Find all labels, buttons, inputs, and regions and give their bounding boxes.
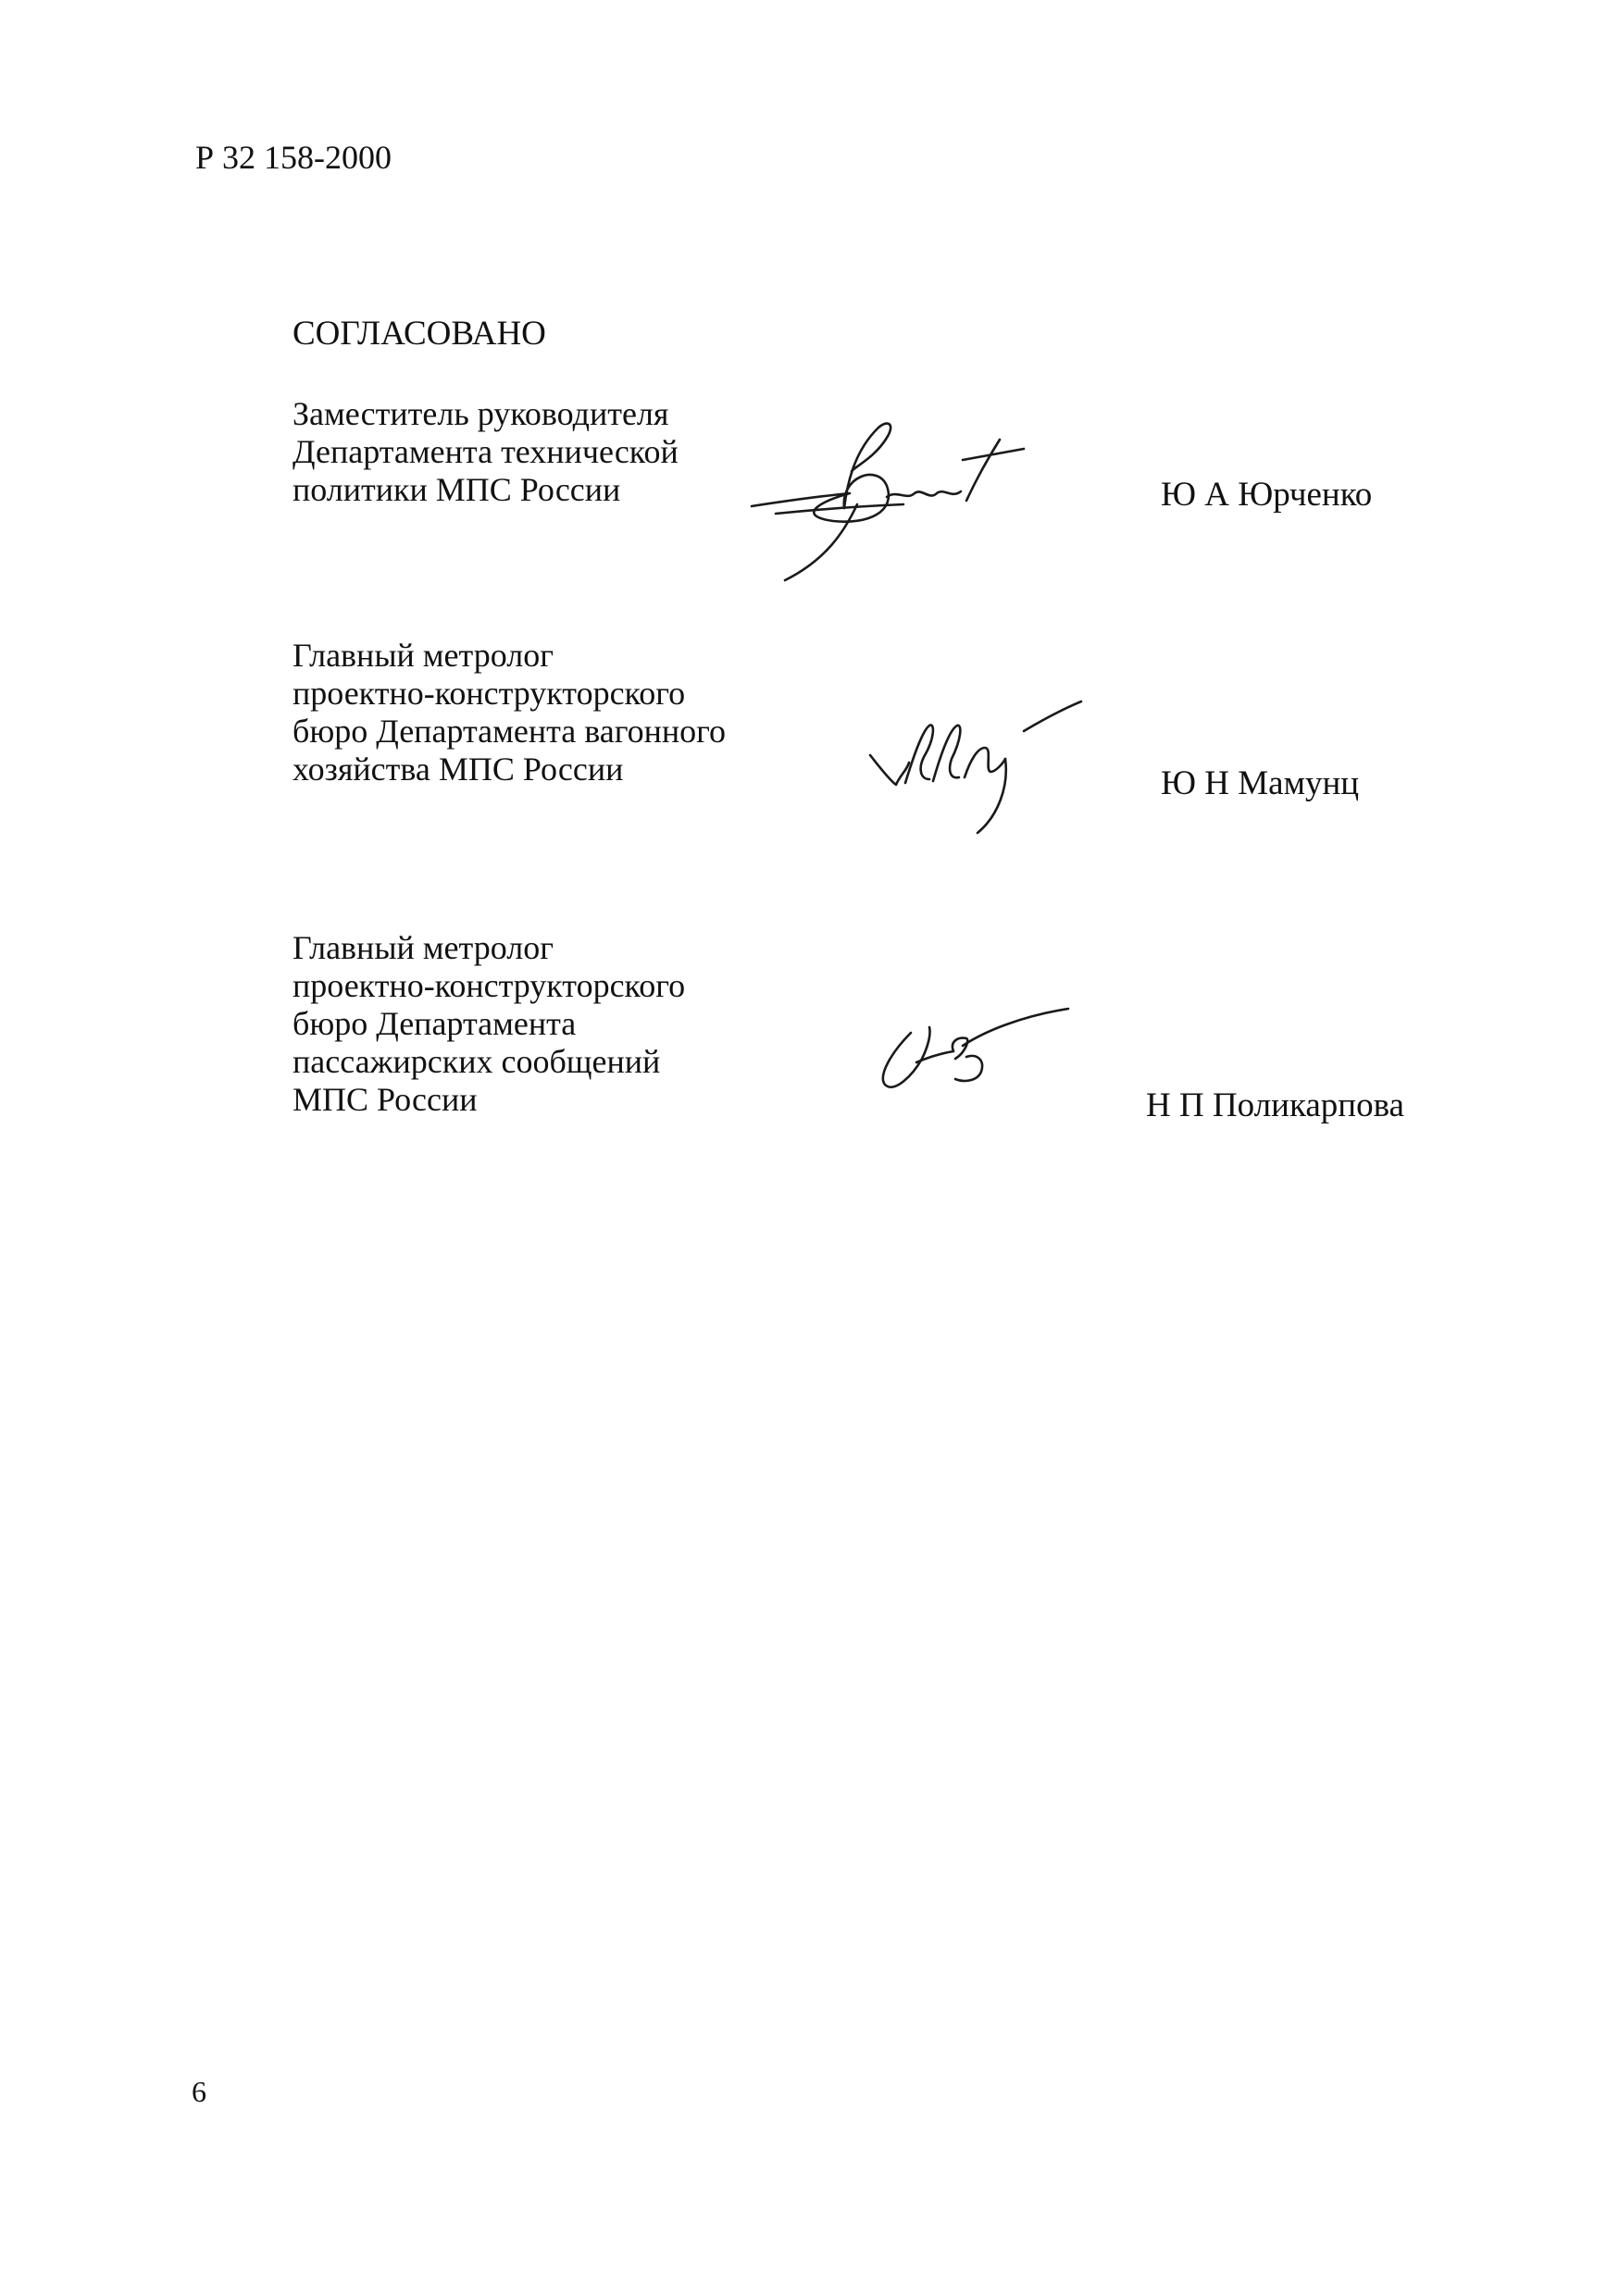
role-line: Заместитель руководителя xyxy=(293,395,669,432)
page-number: 6 xyxy=(192,2075,206,2108)
signatory-role xyxy=(293,395,679,509)
role-line: проектно-конструкторского xyxy=(293,675,686,712)
signatory-role xyxy=(293,637,726,788)
signature-image xyxy=(748,412,1026,588)
document-code: Р 32 158-2000 xyxy=(195,139,392,176)
role-line: Главный метролог xyxy=(293,637,554,674)
role-line: бюро Департамента xyxy=(293,1005,577,1042)
role-line: проектно-конструкторского xyxy=(293,967,686,1004)
signatory-name: Ю Н Мамунц xyxy=(1161,764,1360,802)
role-line: пассажирских сообщений xyxy=(293,1043,661,1080)
approval-title: СОГЛАСОВАНО xyxy=(293,315,546,353)
role-line: бюро Департамента вагонного xyxy=(293,713,727,750)
signature-image xyxy=(868,694,1090,833)
role-line: МПС России xyxy=(293,1081,478,1118)
signatory-name: Ю А Юрченко xyxy=(1161,476,1373,514)
signatory-role xyxy=(293,929,685,1119)
role-line: Департамента технической xyxy=(293,433,679,470)
signature-image xyxy=(874,1005,1077,1107)
role-line: политики МПС России xyxy=(293,471,621,508)
role-line: Главный метролог xyxy=(293,929,554,966)
role-line: хозяйства МПС России xyxy=(293,751,624,788)
signatory-name: Н П Поликарпова xyxy=(1146,1086,1404,1124)
